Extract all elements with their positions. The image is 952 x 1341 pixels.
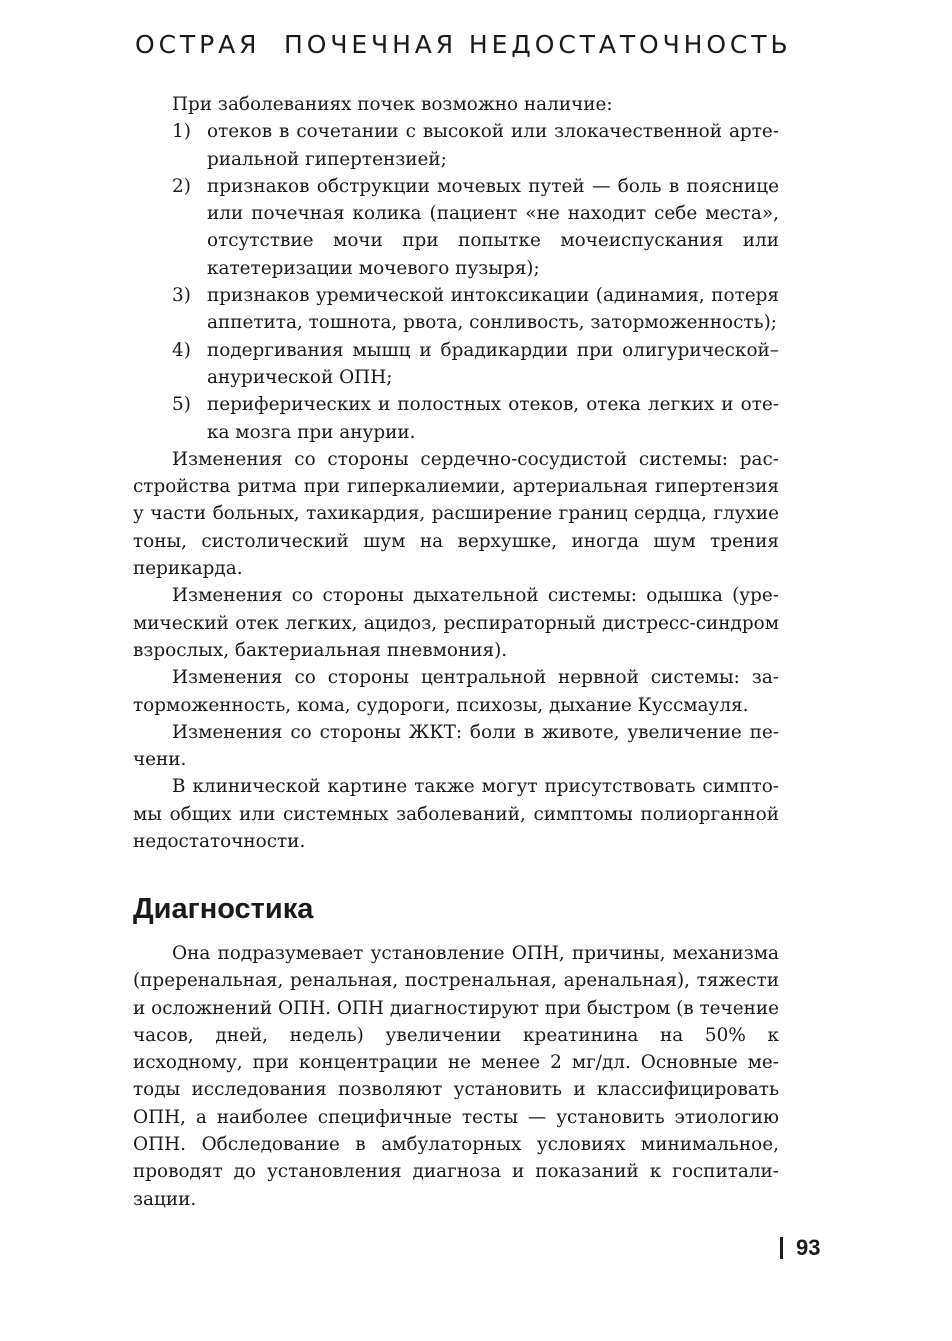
- list-item: [133, 391, 779, 446]
- page-number-text: 93: [796, 1235, 821, 1260]
- body-text: [133, 91, 779, 855]
- list-item-text: подергивания мышц и брадикардии при олигурической–анурической ОПН;: [207, 339, 779, 388]
- paragraph-gi: Изменения со стороны ЖКТ: боли в животе, увеличение печени.: [133, 721, 779, 771]
- list-item-number: 5): [172, 394, 191, 416]
- running-head: ОСТРАЯ ПОЧЕЧНАЯ НЕДОСТАТОЧНОСТЬ: [135, 30, 792, 59]
- paragraph-diagnostics: Она подразумевает установление ОПН, причины, механизма (преренальная, ренальная, постренальная, аренальная), тяжести и осложнений ОПН. ОПН диагностируют при быстром (в течение часов, дней, недель) увеличении креатинина на 50% к исходному, при концентрации не менее 2 мг/дл. Основные методы исследования позволяют установить и классифицировать ОПН, а наиболее специфичные тесты — установить этиологию ОПН. Обследование в амбулаторных условиях минимальное, проводят до установления диагноза и показаний к госпитализации.: [133, 943, 779, 1210]
- folio-divider: [780, 1237, 783, 1259]
- list-item-number: 2): [172, 175, 191, 197]
- list-item-text: признаков обструкции мочевых путей — боль в пояснице или почечная колика (пациент «не находит себе места», отсутствие мочи при попытке мочеиспускания или катетеризации мочевого пузыря);: [207, 175, 779, 279]
- list-item: [133, 337, 779, 392]
- section-body: [133, 940, 779, 1213]
- list-item-number: 3): [172, 285, 191, 307]
- list-item-text: отеков в сочетании с высокой или злокачественной артериальной гипертензией;: [207, 121, 779, 170]
- paragraph-cns: Изменения со стороны центральной нервной системы: заторможенность, кома, судороги, психозы, дыхание Куссмауля.: [133, 667, 779, 716]
- symptom-list: [133, 118, 779, 446]
- list-item-text: признаков уремической интоксикации (адинамия, потеря аппетита, тошнота, рвота, сонливость, заторможенность);: [207, 285, 779, 334]
- list-item-text: периферических и полостных отеков, отека легких и отека мозга при анурии.: [207, 394, 779, 443]
- list-item-number: 1): [172, 121, 191, 143]
- paragraph-respiratory: Изменения со стороны дыхательной системы: одышка (уремический отек легких, ацидоз, респираторный дистресс-синдром взрослых, бактериальная пневмония).: [133, 585, 779, 661]
- page-number: [780, 1233, 820, 1263]
- list-item: [133, 282, 779, 337]
- list-item: [133, 118, 779, 173]
- section-heading: Диагностика: [133, 893, 314, 925]
- list-item-number: 4): [172, 339, 191, 361]
- paragraph-clinical: В клинической картине также могут присутствовать симптомы общих или системных заболеваний, симптомы полиорганной недостаточности.: [133, 776, 779, 853]
- list-intro: При заболеваниях почек возможно наличие:: [172, 94, 613, 115]
- list-item: [133, 173, 779, 282]
- paragraph-cardiovascular: Изменения со стороны сердечно-сосудистой системы: расстройства ритма при гиперкалиемии, артериальная гипертензия у части больных, тахикардия, расширение границ сердца, глухие тоны, систолический шум на верхушке, иногда шум трения перикарда.: [133, 448, 779, 580]
